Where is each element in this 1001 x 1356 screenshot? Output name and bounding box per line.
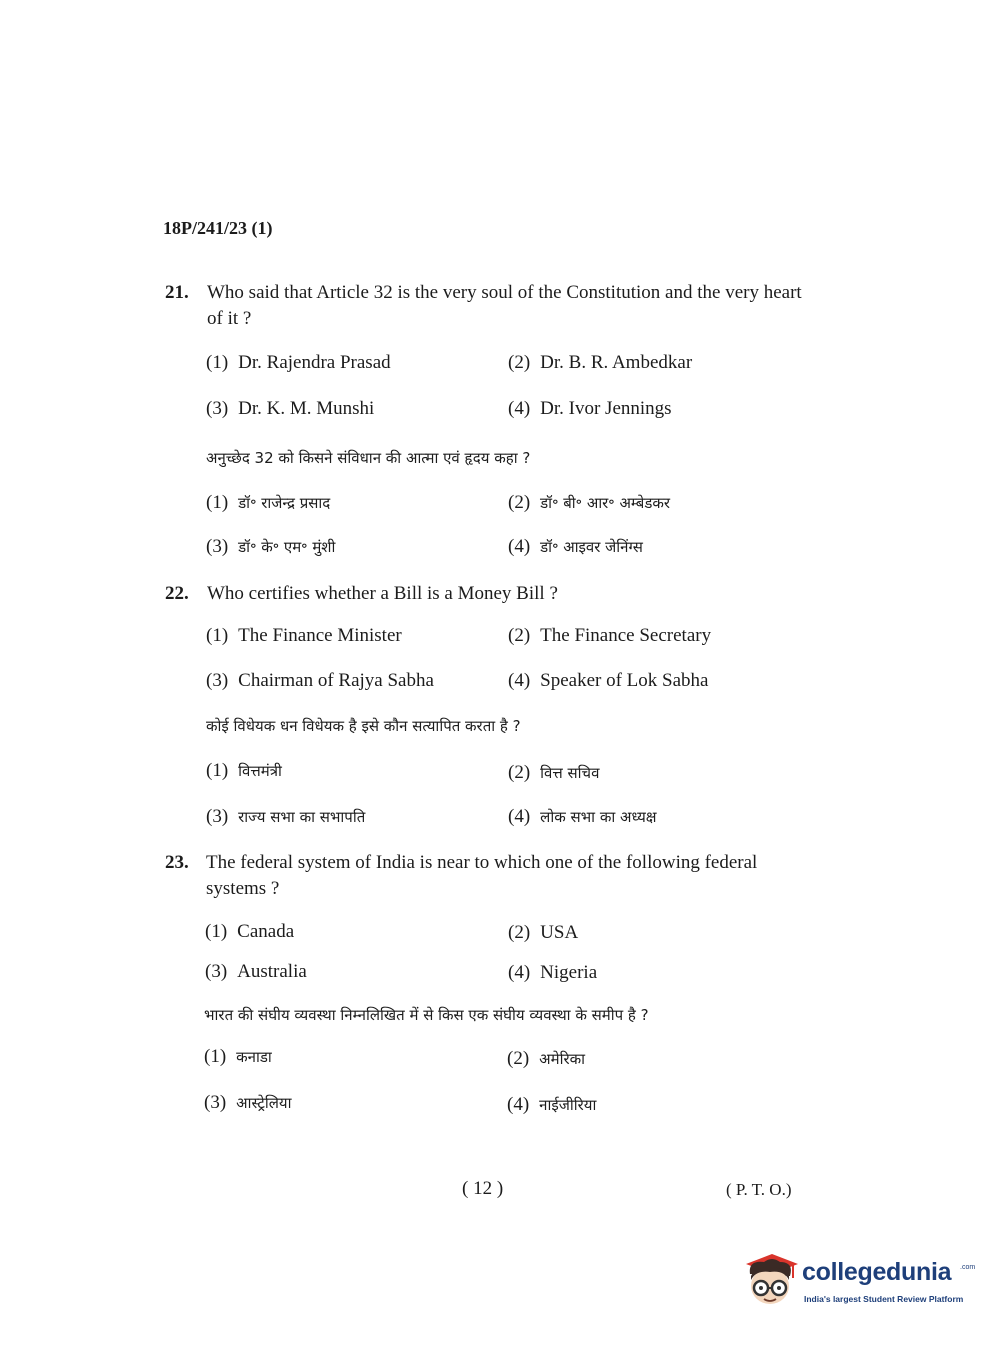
hindi-option: (1) कनाडा	[204, 1046, 272, 1067]
hindi-option: (3) राज्य सभा का सभापति	[206, 806, 366, 827]
option: (1) Canada	[205, 921, 295, 942]
question-number: 22.	[165, 583, 189, 604]
logo-brand-text: collegedunia	[802, 1258, 952, 1286]
option: (3) Australia	[205, 961, 307, 982]
question-number: 21.	[165, 282, 189, 303]
paper-code: 18P/241/23 (1)	[163, 218, 273, 238]
option: (4) Nigeria	[508, 962, 598, 983]
student-mascot-icon	[742, 1250, 800, 1312]
hindi-option: (3) डॉ॰ के॰ एम॰ मुंशी	[206, 536, 336, 557]
pto-label: ( P. T. O.)	[726, 1180, 792, 1199]
hindi-question-text: अनुच्छेद 32 को किसने संविधान की आत्मा एवं हृदय कहा ?	[206, 449, 531, 467]
hindi-option: (2) अमेरिका	[507, 1048, 586, 1069]
option: (2) USA	[508, 922, 579, 943]
option: (1) The Finance Minister	[206, 625, 402, 646]
option: (4) Speaker of Lok Sabha	[508, 670, 709, 691]
option: (3) Chairman of Rajya Sabha	[206, 670, 434, 691]
logo-domain-suffix: .com	[960, 1264, 976, 1271]
question-text: Who said that Article 32 is the very soul of the Constitution and the very heart of it ?	[207, 282, 802, 329]
option: (1) Dr. Rajendra Prasad	[206, 352, 391, 373]
hindi-option: (1) डॉ॰ राजेन्द्र प्रसाद	[206, 492, 331, 513]
question-text: Who certifies whether a Bill is a Money Bill ?	[207, 583, 558, 604]
hindi-option: (1) वित्तमंत्री	[206, 760, 282, 781]
hindi-question-text: कोई विधेयक धन विधेयक है इसे कौन सत्यापित करता है ?	[206, 717, 521, 735]
option: (2) Dr. B. R. Ambedkar	[508, 352, 693, 373]
hindi-option: (2) डॉ॰ बी॰ आर॰ अम्बेडकर	[508, 492, 671, 513]
hindi-option: (4) डॉ॰ आइवर जेनिंग्स	[508, 536, 643, 557]
hindi-option: (3) आस्ट्रेलिया	[204, 1092, 292, 1113]
hindi-option: (4) लोक सभा का अध्यक्ष	[508, 806, 657, 827]
page-number: ( 12 )	[462, 1178, 504, 1199]
hindi-option: (4) नाईजीरिया	[507, 1094, 597, 1115]
hindi-option: (2) वित्त सचिव	[508, 762, 600, 783]
option: (3) Dr. K. M. Munshi	[206, 398, 375, 419]
hindi-question-text: भारत की संघीय व्यवस्था निम्नलिखित में से किस एक संघीय व्यवस्था के समीप है ?	[204, 1006, 649, 1024]
question-number: 23.	[165, 852, 189, 873]
question-text: The federal system of India is near to which one of the following federal systems ?	[206, 852, 758, 899]
option: (2) The Finance Secretary	[508, 625, 712, 646]
option: (4) Dr. Ivor Jennings	[508, 398, 672, 419]
collegedunia-logo[interactable]	[742, 1250, 976, 1320]
logo-tagline: India's largest Student Review Platform	[804, 1294, 964, 1304]
